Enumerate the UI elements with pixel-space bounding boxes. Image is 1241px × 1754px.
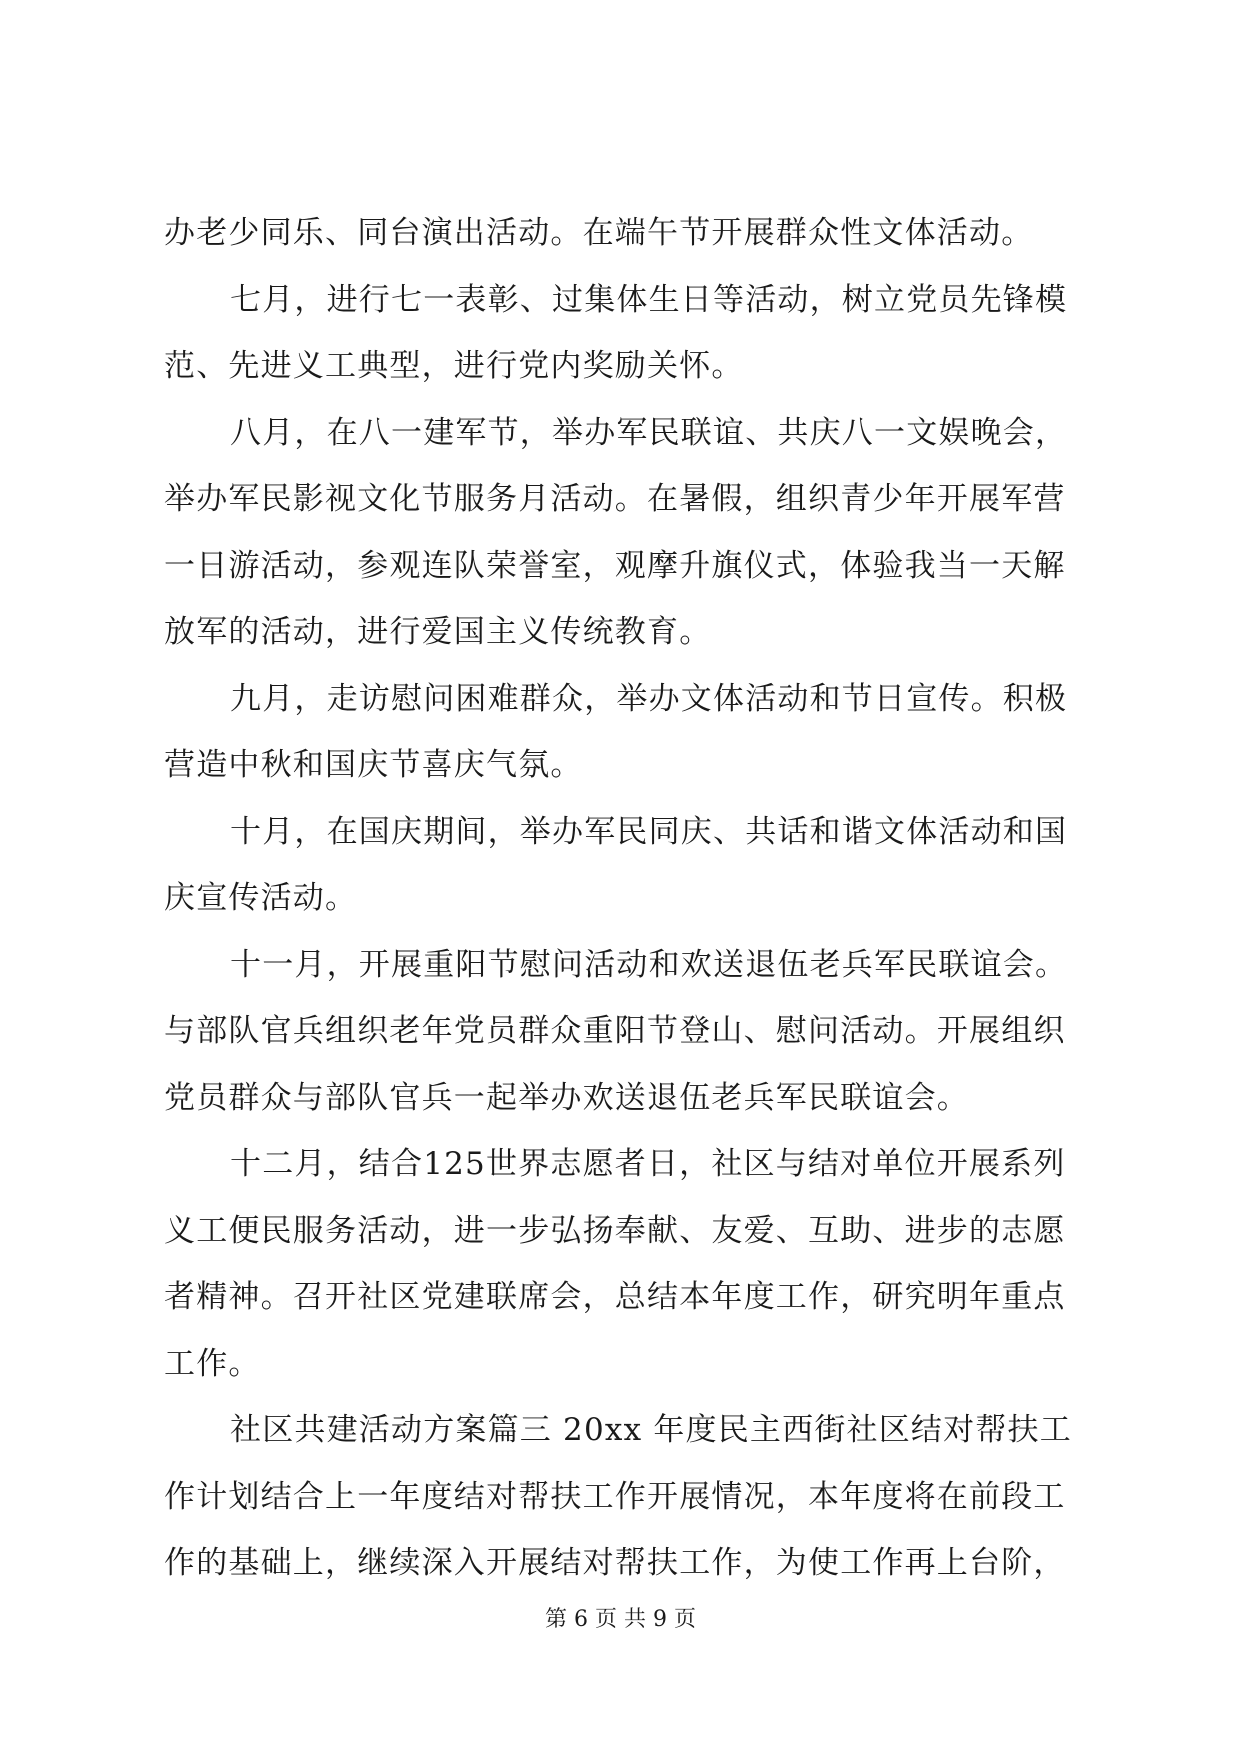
text-line: 党员群众与部队官兵一起举办欢送退伍老兵军民联谊会。 xyxy=(164,1079,969,1116)
text-line: 范、先进义工典型，进行党内奖励关怀。 xyxy=(164,348,744,384)
text-line: 营造中秋和国庆节喜庆气氛。 xyxy=(164,747,583,783)
text-line: 举办军民影视文化节服务月活动。在暑假，组织青少年开展军营 xyxy=(164,481,1066,517)
text-line: 作计划结合上一年度结对帮扶工作开展情况，本年度将在前段工 xyxy=(164,1478,1066,1515)
page-number-footer: 第 6 页 共 9 页 xyxy=(545,1607,696,1632)
paragraph-november-start: 十一月，开展重阳节慰问活动和欢送退伍老兵军民联谊会。 xyxy=(230,946,1068,983)
paragraph-july-start: 七月，进行七一表彰、过集体生日等活动，树立党员先锋模 xyxy=(230,281,1068,318)
paragraph-december-start: 十二月，结合125世界志愿者日，社区与结对单位开展系列 xyxy=(230,1146,1066,1182)
text-line: 放军的活动，进行爱国主义传统教育。 xyxy=(164,614,712,650)
text-line: 者精神。召开社区党建联席会，总结本年度工作，研究明年重点 xyxy=(164,1279,1066,1315)
body-text xyxy=(164,200,1094,1597)
text-line: 办老少同乐、同台演出活动。在端午节开展群众性文体活动。 xyxy=(164,215,1034,251)
paragraph-october-start: 十月，在国庆期间，举办军民同庆、共话和谐文体活动和国 xyxy=(230,813,1068,850)
text-line: 庆宣传活动。 xyxy=(164,880,358,916)
text-line: 工作。 xyxy=(164,1345,261,1382)
text-line: 与部队官兵组织老年党员群众重阳节登山、慰问活动。开展组织 xyxy=(164,1013,1066,1049)
paragraph-plan-three-start: 社区共建活动方案篇三 20xx 年度民主西街社区结对帮扶工 xyxy=(230,1412,1072,1448)
text-line: 作的基础上，继续深入开展结对帮扶工作，为使工作再上台阶， xyxy=(164,1545,1066,1581)
paragraph-august-start: 八月，在八一建军节，举办军民联谊、共庆八一文娱晚会， xyxy=(230,414,1068,451)
paragraph-september-start: 九月，走访慰问困难群众，举办文体活动和节日宣传。积极 xyxy=(230,680,1068,717)
text-line: 一日游活动，参观连队荣誉室，观摩升旗仪式，体验我当一天解 xyxy=(164,547,1066,584)
text-line: 义工便民服务活动，进一步弘扬奉献、友爱、互助、进步的志愿 xyxy=(164,1212,1066,1249)
